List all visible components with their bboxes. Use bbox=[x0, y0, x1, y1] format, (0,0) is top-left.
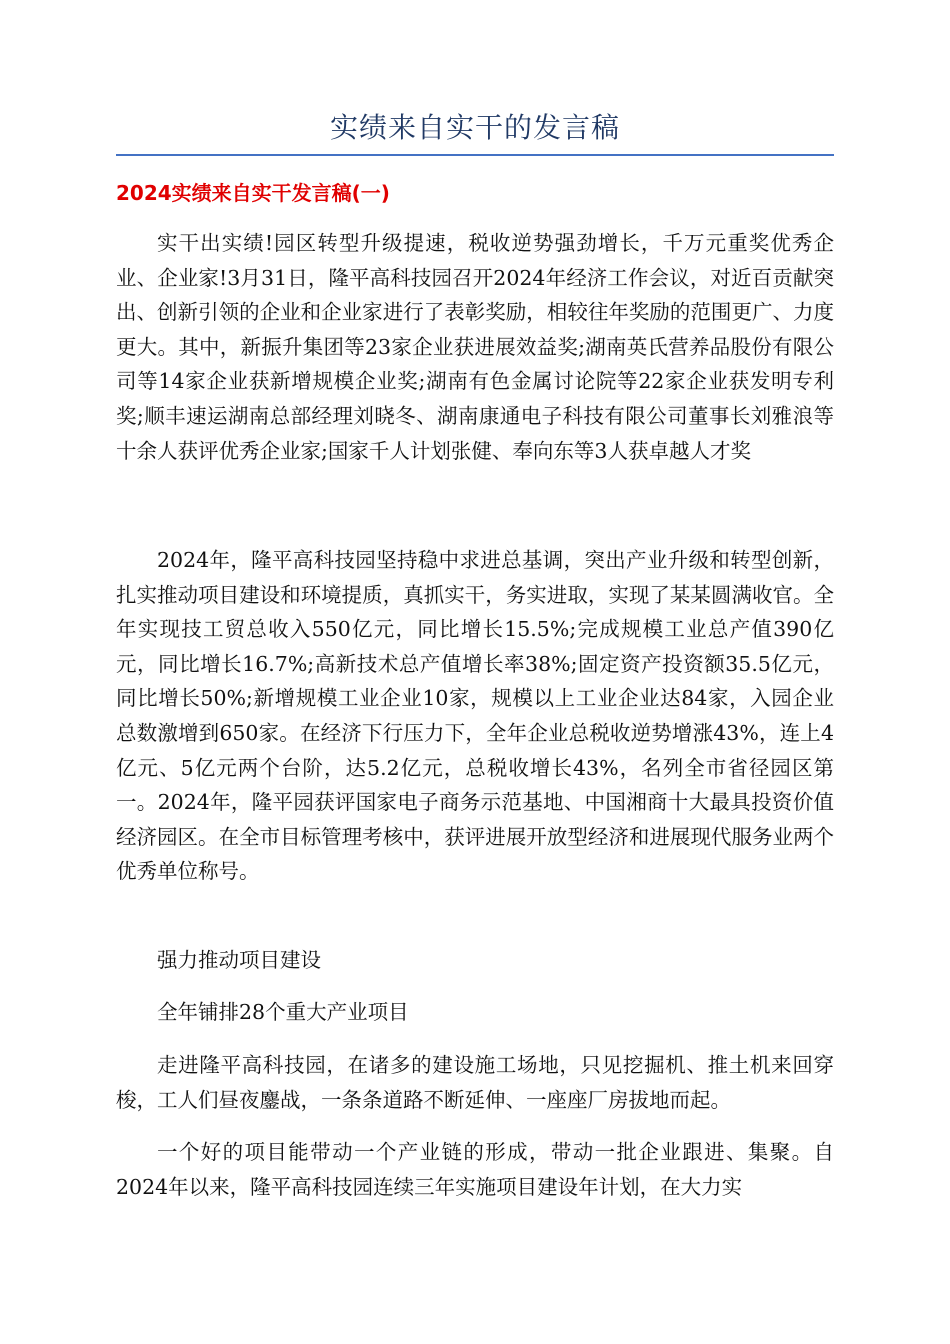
document-title: 实绩来自实干的发言稿 bbox=[329, 111, 620, 144]
paragraph-6: 一个好的项目能带动一个产业链的形成，带动一批企业跟进、集聚。自2024年以来，隆平高科技园连续三年实施项目建设年计划，在大力实 bbox=[116, 1140, 834, 1199]
paragraph-4: 全年铺排28个重大产业项目 bbox=[157, 1000, 409, 1024]
section-heading: 2024实绩来自实干发言稿(一) bbox=[116, 181, 390, 205]
title-divider bbox=[116, 154, 834, 156]
paragraph-2: 2024年，隆平高科技园坚持稳中求进总基调，突出产业升级和转型创新，扎实推动项目建设和环境提质，真抓实干，务实进取，实现了某某圆满收官。全年实现技工贸总收入550亿元，同比增长15.5%;完成规模工业总产值390亿元，同比增长16.7%;高新技术总产值增长率38%;固定资产投资额35.5亿元，同比增长50%;新增规模工业企业10家，规模以上工业企业达84家，入园企业总数激增到650家。在经济下行压力下，全年企业总税收逆势增涨43%，连上4亿元、5亿元两个台阶，达5.2亿元，总税收增长43%，名列全市省径园区第一。2024年，隆平园获评国家电子商务示范基地、中国湘商十大最具投资价值经济园区。在全市目标管理考核中，获评进展开放型经济和进展现代服务业两个优秀单位称号。 bbox=[116, 548, 834, 884]
paragraph-5: 走进隆平高科技园，在诸多的建设施工场地，只见挖掘机、推土机来回穿梭，工人们昼夜鏖战，一条条道路不断延伸、一座座厂房拔地而起。 bbox=[116, 1053, 834, 1112]
paragraph-1: 实干出实绩!园区转型升级提速，税收逆势强劲增长，千万元重奖优秀企业、企业家!3月31日，隆平高科技园召开2024年经济工作会议，对近百贡献突出、创新引领的企业和企业家进行了表彰奖励，相较往年奖励的范围更广、力度更大。其中，新振升集团等23家企业获进展效益奖;湖南英氏营养品股份有限公司等14家企业获新增规模企业奖;湖南有色金属讨论院等22家企业获发明专利奖;顺丰速运湖南总部经理刘晓冬、湖南康通电子科技有限公司董事长刘雅浪等十余人获评优秀企业家;国家千人计划张健、奉向东等3人获卓越人才奖 bbox=[116, 231, 834, 463]
paragraph-3: 强力推动项目建设 bbox=[157, 948, 321, 972]
